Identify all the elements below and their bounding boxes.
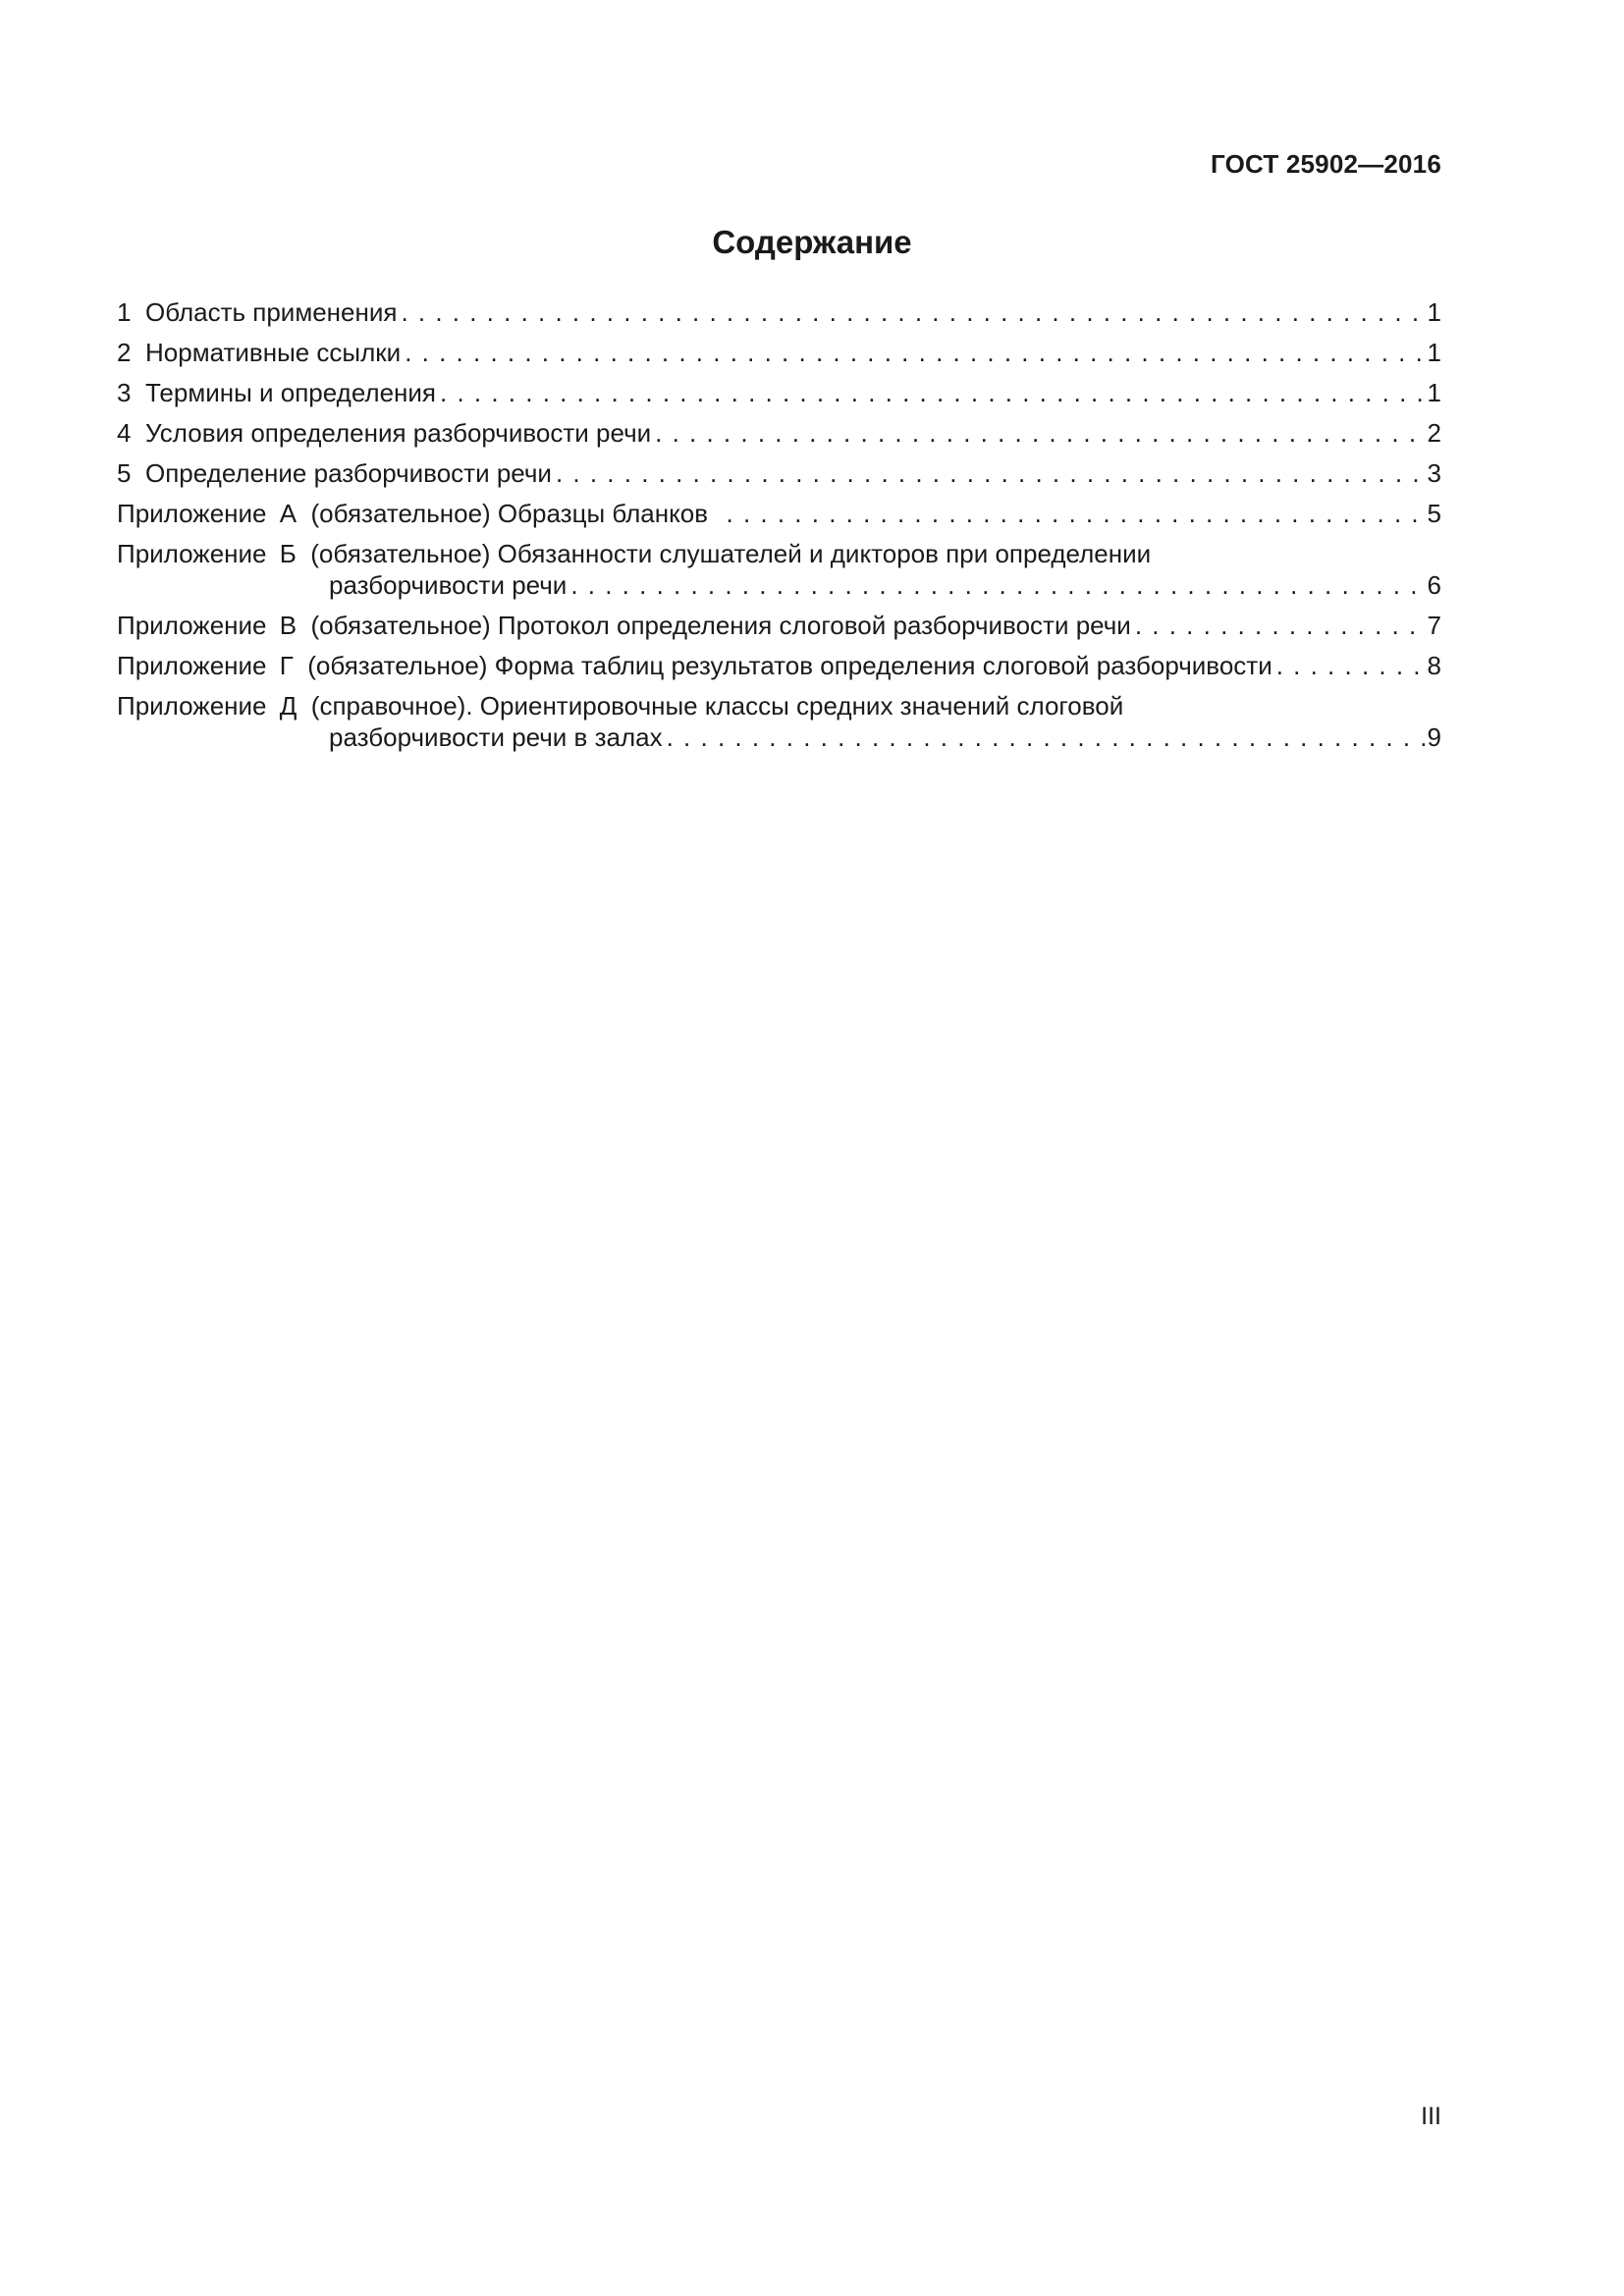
toc-entry-page: 3 [1427,458,1441,488]
toc-line-continuation [117,721,1441,753]
appendix-title-continuation: разборчивости речи в залах [329,722,663,752]
dot-leader [570,569,1424,601]
toc-title: Содержание [712,224,912,260]
page-number: III [1421,2103,1441,2130]
toc-line [117,457,1441,489]
toc-entry-title: Область применения [145,297,398,327]
dot-leader [727,498,1425,529]
toc-entry-4[interactable] [117,417,1441,449]
toc-line [117,296,1441,328]
toc-entry-number: 3 [117,378,132,407]
toc-appendix-v[interactable] [117,610,1441,641]
toc-entry-page: 5 [1427,499,1441,528]
toc-entry-2[interactable] [117,337,1441,368]
dot-leader [655,417,1424,449]
appendix-prefix: Приложение Г [117,651,294,680]
dot-leader [556,457,1425,489]
toc-entry-page: 2 [1427,418,1441,448]
toc-entry-number: 4 [117,418,132,448]
dot-leader [401,296,1424,328]
toc-line [117,690,1441,721]
toc-entry-title: Определение разборчивости речи [145,458,552,488]
appendix-prefix: Приложение Б [117,539,297,568]
toc-entry-text [117,650,1272,681]
toc-line [117,337,1441,368]
dot-leader [1276,650,1425,681]
appendix-title: (обязательное) Протокол определения слоговой разборчивости речи [310,611,1131,640]
toc-entry-title: Нормативные ссылки [145,338,402,367]
toc-entry-number: 5 [117,458,132,488]
table-of-contents [117,296,1441,762]
toc-entry-text [117,417,651,449]
appendix-title-continuation: разборчивости речи [329,570,568,600]
toc-appendix-a[interactable] [117,498,1441,529]
toc-entry-3[interactable] [117,377,1441,408]
toc-appendix-b[interactable] [117,538,1441,601]
toc-entry-text [117,610,1131,641]
appendix-title: (обязательное) Обязанности слушателей и дикторов при определении [310,539,1152,568]
toc-entry-number: 2 [117,338,132,367]
toc-entry-text [117,457,552,489]
toc-appendix-g[interactable] [117,650,1441,681]
document-code: ГОСТ 25902—2016 [1211,149,1441,179]
toc-entry-text [117,690,1123,721]
toc-entry-page: 1 [1427,338,1441,367]
toc-entry-5[interactable] [117,457,1441,489]
appendix-title: (справочное). Ориентировочные классы средних значений слоговой [310,691,1124,721]
appendix-prefix: Приложение В [117,611,298,640]
toc-entry-text [117,498,723,529]
dot-leader [1135,610,1425,641]
toc-line [117,377,1441,408]
appendix-title: (обязательное) Форма таблиц результатов определения слоговой разборчивости [307,651,1272,680]
toc-line [117,610,1441,641]
dot-leader [405,337,1424,368]
toc-entry-page: 6 [1427,570,1441,600]
toc-entry-page: 7 [1427,611,1441,640]
toc-line [117,538,1441,569]
dot-leader [667,721,1425,753]
toc-entry-page: 8 [1427,651,1441,680]
toc-line-continuation [117,569,1441,601]
toc-appendix-d[interactable] [117,690,1441,753]
toc-entry-title: Условия определения разборчивости речи [145,418,652,448]
toc-entry-text [117,538,1151,569]
toc-line [117,498,1441,529]
toc-entry-page: 1 [1427,378,1441,407]
appendix-title: (обязательное) Образцы бланков [310,499,709,528]
appendix-prefix: Приложение Д [117,691,298,721]
toc-line [117,417,1441,449]
toc-entry-page: 9 [1427,722,1441,752]
toc-entry-1[interactable] [117,296,1441,328]
toc-entry-title: Термины и определения [145,378,437,407]
toc-entry-text [117,337,401,368]
toc-entry-text [117,296,397,328]
dot-leader [440,377,1425,408]
toc-line [117,650,1441,681]
appendix-prefix: Приложение А [117,499,298,528]
toc-entry-number: 1 [117,297,132,327]
toc-entry-text [117,377,436,408]
toc-entry-page: 1 [1427,297,1441,327]
